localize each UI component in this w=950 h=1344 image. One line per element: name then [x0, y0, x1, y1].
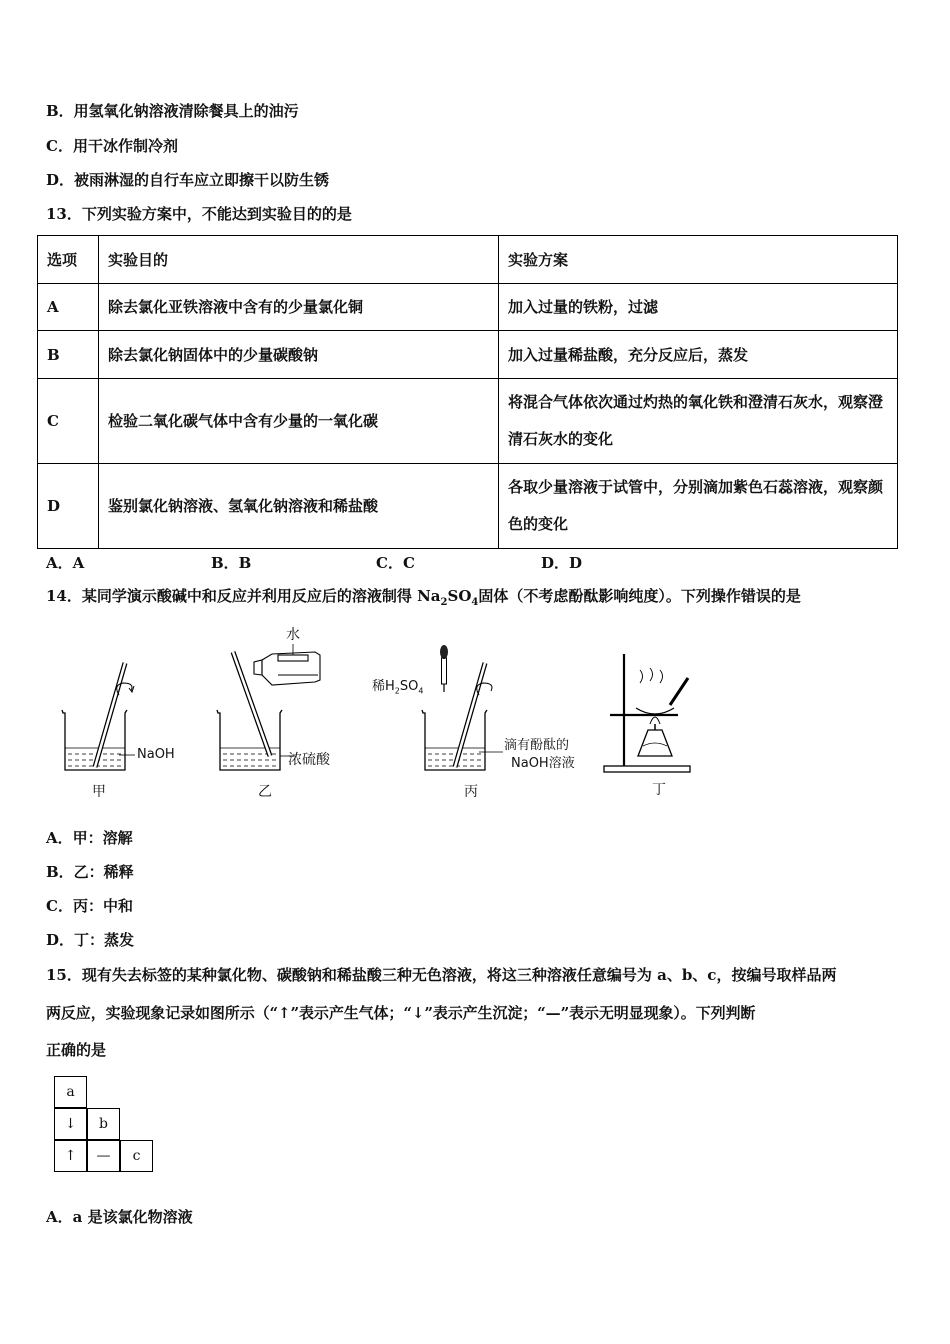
choice-d: D．D — [541, 554, 583, 572]
row-purpose: 检验二氧化碳气体中含有少量的一氧化碳 — [99, 379, 499, 464]
row-plan: 加入过量的铁粉，过滤 — [499, 284, 898, 331]
table-row — [38, 331, 898, 379]
row-plan: 将混合气体依次通过灼热的氧化铁和澄清石灰水，观察澄清石灰水的变化 — [499, 379, 898, 464]
row-plan: 各取少量溶液于试管中，分别滴加紫色石蕊溶液，观察颜色的变化 — [499, 464, 898, 549]
dilute-acid-label: 稀$H_2SO_4$ — [372, 679, 424, 696]
q14-option-d: D．丁：蒸发 — [46, 931, 135, 949]
row-purpose: 除去氯化钠固体中的少量碳酸钠 — [99, 331, 499, 379]
q14-option-c: C．丙：中和 — [46, 897, 133, 915]
q14-stem: 14．某同学演示酸碱中和反应并利用反应后的溶液制得 $Na_2SO_4$固体（不考虑酚酞影响纯度）。下列操作错误的是 — [46, 587, 801, 608]
row-option: C — [38, 379, 99, 464]
steam-icon — [640, 668, 663, 683]
glass-rod-icon — [670, 678, 688, 705]
row-option: A — [38, 284, 99, 331]
dropper-icon — [440, 645, 448, 692]
grid-cell-bc: — — [87, 1140, 120, 1172]
figure-label-jia: 甲 — [92, 784, 106, 800]
q15-option-a: A．a 是该氯化物溶液 — [46, 1208, 193, 1226]
naoh-label: NaOH — [137, 747, 175, 762]
q14-option-b: B．乙：稀释 — [46, 863, 134, 881]
evaporation-figure — [600, 648, 700, 776]
flame-icon — [650, 717, 660, 724]
stand-base-icon — [604, 766, 690, 772]
grid-cell-ac: ↑ — [54, 1140, 87, 1172]
row-plan: 加入过量稀盐酸，充分反应后，蒸发 — [499, 331, 898, 379]
q12-option-d: D．被雨淋湿的自行车应立即擦干以防生锈 — [46, 171, 330, 189]
water-label: 水 — [286, 627, 300, 643]
header-plan: 实验方案 — [499, 236, 898, 284]
choice-b: B．B — [211, 554, 252, 572]
grid-cell-a: a — [54, 1076, 87, 1108]
row-purpose: 鉴别氯化钠溶液、氢氧化钠溶液和稀盐酸 — [99, 464, 499, 549]
table-row — [38, 284, 898, 331]
grid-cell-ab: ↓ — [54, 1108, 87, 1140]
q12-option-c: C．用干冰作制冷剂 — [46, 137, 178, 155]
beaker-icon — [217, 710, 282, 770]
figure-label-ding: 丁 — [652, 782, 666, 798]
figure-label-bing: 丙 — [464, 784, 478, 800]
q13-choices — [46, 552, 582, 573]
q15-stem-line2: 两反应，实验现象记录如图所示（“↑”表示产生气体；“↓”表示产生沉淀；“—”表示无明显现象）。下列判断 — [46, 1004, 756, 1022]
table-header-row — [38, 236, 898, 284]
header-option: 选项 — [38, 236, 99, 284]
table-row — [38, 379, 898, 464]
evaporating-dish-icon — [636, 708, 674, 714]
row-purpose: 除去氯化亚铁溶液中含有的少量氯化铜 — [99, 284, 499, 331]
q15-stem-line1: 15．现有失去标签的某种氯化物、碳酸钠和稀盐酸三种无色溶液，将这三种溶液任意编号为 a、b、c，按编号取样品两 — [46, 966, 837, 984]
choice-c: C．C — [376, 554, 415, 572]
q12-option-b: B．用氢氧化钠溶液清除餐具上的油污 — [46, 102, 299, 120]
water-bottle-icon — [254, 652, 320, 685]
grid-cell-b: b — [87, 1108, 120, 1140]
header-purpose: 实验目的 — [99, 236, 499, 284]
q15-stem-line3: 正确的是 — [46, 1041, 107, 1059]
table-row — [38, 464, 898, 549]
beaker-jia-figure — [55, 655, 145, 785]
naoh-solution-label: NaOH溶液 — [511, 756, 575, 771]
grid-cell-c: c — [120, 1140, 153, 1172]
phenolphthalein-label: 滴有酚酞的 — [504, 738, 570, 753]
figure-label-yi: 乙 — [258, 784, 272, 800]
choice-a: A．A — [46, 554, 85, 572]
q14-option-a: A．甲：溶解 — [46, 829, 133, 847]
q13-table — [37, 235, 898, 549]
concentrated-acid-label: 浓硫酸 — [288, 752, 330, 768]
row-option: B — [38, 331, 99, 379]
row-option: D — [38, 464, 99, 549]
beaker-bing-figure — [415, 640, 505, 785]
q13-stem: 13．下列实验方案中，不能达到实验目的的是 — [46, 205, 352, 223]
